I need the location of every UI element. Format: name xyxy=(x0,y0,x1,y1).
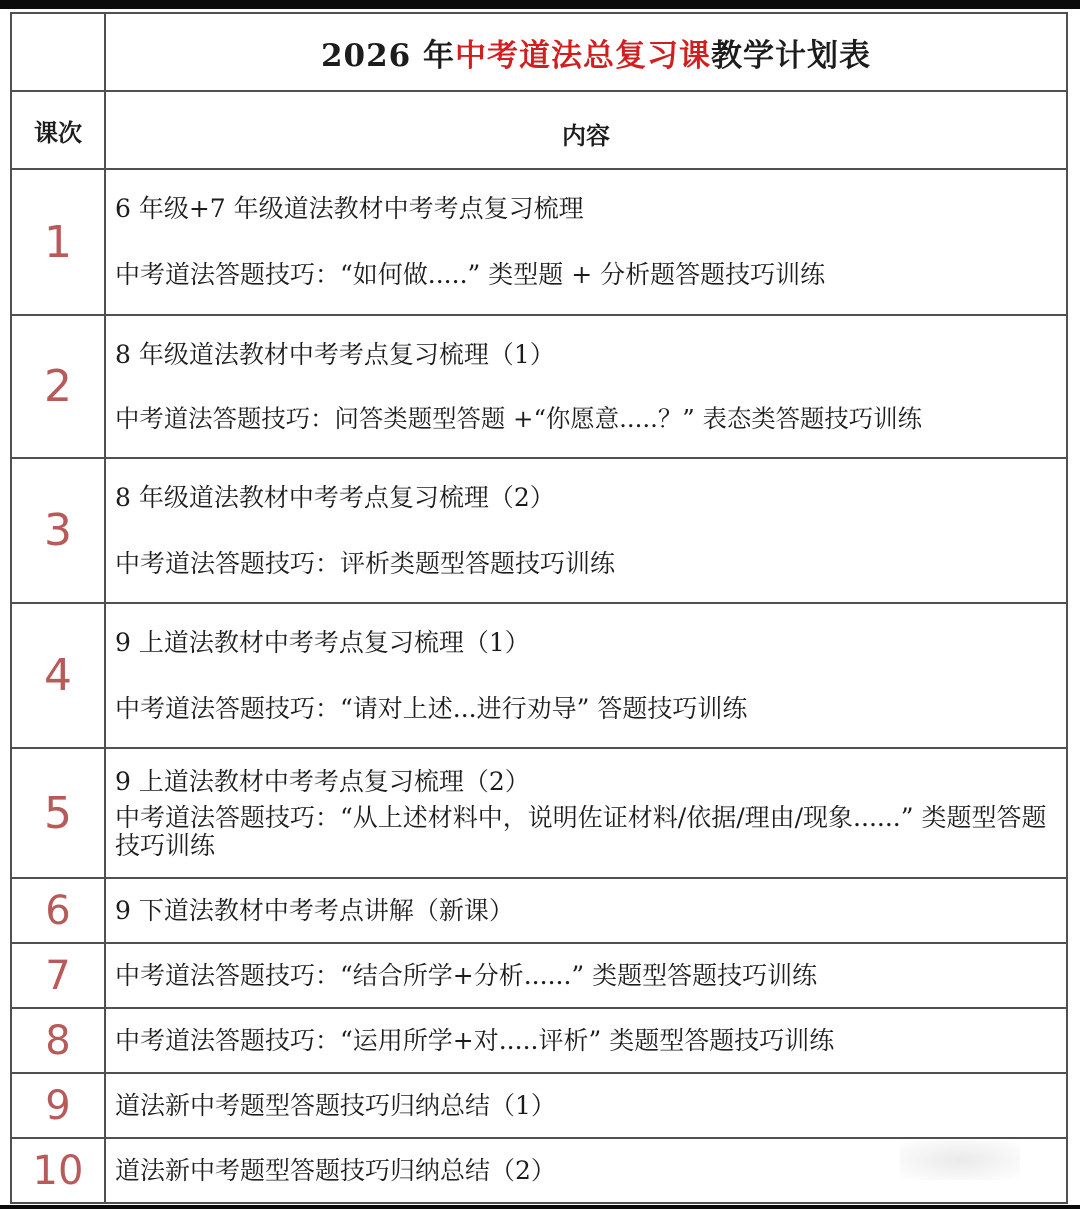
lesson-content xyxy=(105,748,1067,878)
lesson-plan-table xyxy=(10,12,1068,1204)
lesson-content xyxy=(105,458,1067,603)
table-row xyxy=(11,603,1067,748)
table-row xyxy=(11,169,1067,315)
lesson-number: 2 xyxy=(11,315,105,458)
lesson-content xyxy=(105,943,1067,1008)
lesson-number: 8 xyxy=(11,1008,105,1073)
lesson-number: 4 xyxy=(11,603,105,748)
table-row xyxy=(11,1008,1067,1073)
lesson-line: 道法新中考题型答题技巧归纳总结（2） xyxy=(115,1155,556,1185)
lesson-line: 中考道法答题技巧：“如何做.....” 类型题 + 分析题答题技巧训练 xyxy=(115,260,826,289)
table-row xyxy=(11,748,1067,878)
header-row xyxy=(11,91,1067,169)
lesson-line: 中考道法答题技巧：“从上述材料中，说明佐证材料/依据/理由/现象......” 类题型答题技巧训练 xyxy=(115,803,1047,860)
lesson-number: 10 xyxy=(11,1138,105,1203)
table-row xyxy=(11,878,1067,943)
lesson-number: 3 xyxy=(11,458,105,603)
lesson-line: 8 年级道法教材中考考点复习梳理（2） xyxy=(115,482,555,512)
lesson-line: 中考道法答题技巧：评析类题型答题技巧训练 xyxy=(115,548,616,578)
lesson-line: 中考道法答题技巧：“请对上述...进行劝导” 答题技巧训练 xyxy=(115,693,748,723)
title-highlight: 中考道法总复习课 xyxy=(455,37,712,74)
lesson-number: 6 xyxy=(11,878,105,943)
top-black-bar xyxy=(0,0,1080,9)
header-content: 内容 xyxy=(105,91,1067,169)
lesson-line: 9 上道法教材中考考点复习梳理（1） xyxy=(115,627,530,657)
lesson-line: 中考道法答题技巧：问答类题型答题 +“你愿意.....？” 表态类答题技巧训练 xyxy=(115,403,922,433)
lesson-number: 1 xyxy=(11,169,105,315)
lesson-line: 中考道法答题技巧：“结合所学+分析......” 类题型答题技巧训练 xyxy=(115,960,818,990)
lesson-content xyxy=(105,169,1067,315)
title-rest: 教学计划表 xyxy=(711,37,872,74)
decorative-shade xyxy=(900,1140,1020,1180)
lesson-number: 9 xyxy=(11,1073,105,1138)
bottom-black-bar xyxy=(0,1205,1080,1209)
table-title xyxy=(105,13,1067,91)
lesson-line: 中考道法答题技巧：“运用所学+对.....评析” 类题型答题技巧训练 xyxy=(115,1025,835,1055)
lesson-content xyxy=(105,1008,1067,1073)
lesson-line: 8 年级道法教材中考考点复习梳理（1） xyxy=(115,339,555,369)
table-row xyxy=(11,943,1067,1008)
lesson-line: 9 上道法教材中考考点复习梳理（2） xyxy=(115,767,530,796)
lesson-number: 7 xyxy=(11,943,105,1008)
lesson-content xyxy=(105,603,1067,748)
lesson-line: 6 年级+7 年级道法教材中考考点复习梳理 xyxy=(115,194,584,223)
lesson-number: 5 xyxy=(11,748,105,878)
lesson-line: 9 下道法教材中考考点讲解（新课） xyxy=(115,895,514,925)
title-blank-cell xyxy=(11,13,105,91)
table-row xyxy=(11,1073,1067,1138)
lesson-content xyxy=(105,1073,1067,1138)
lesson-content xyxy=(105,315,1067,458)
lesson-line: 道法新中考题型答题技巧归纳总结（1） xyxy=(115,1090,556,1120)
title-year: 2026 年 xyxy=(320,37,456,74)
table-row xyxy=(11,315,1067,458)
table-row xyxy=(11,458,1067,603)
lesson-content xyxy=(105,878,1067,943)
title-row xyxy=(11,13,1067,91)
header-num: 课次 xyxy=(11,91,105,169)
